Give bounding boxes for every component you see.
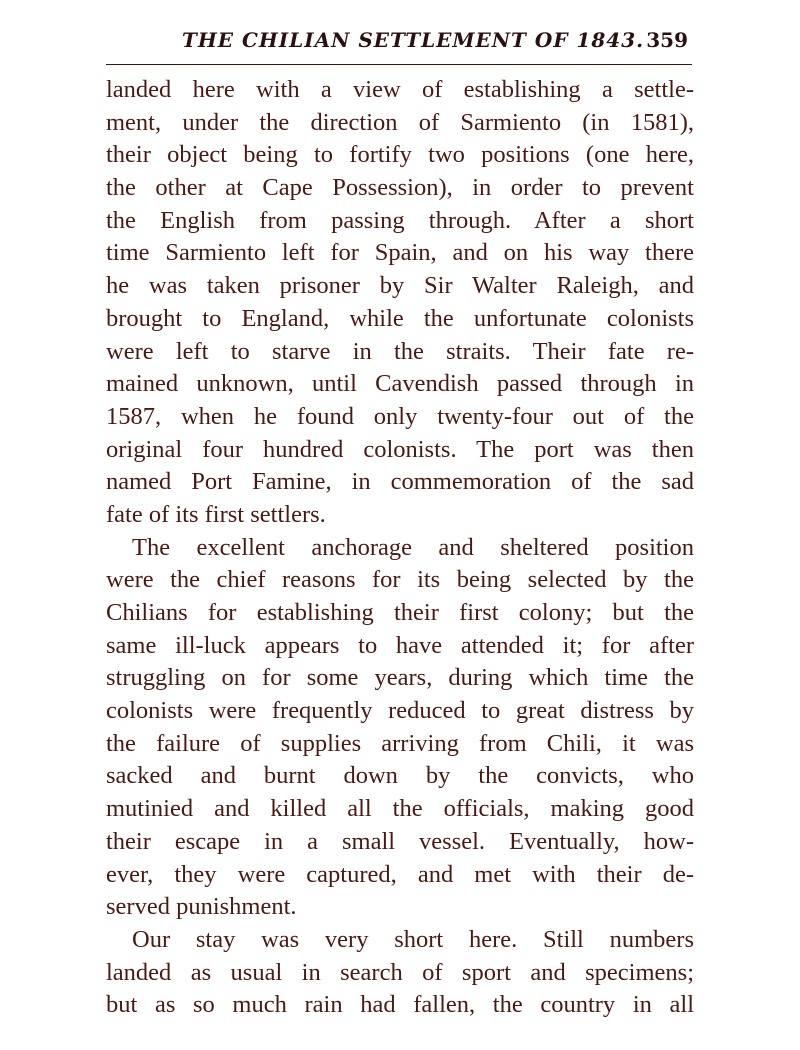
page-header	[106, 28, 696, 58]
text-line: the failure of supplies arriving from Chili, it was	[106, 729, 694, 757]
text-line: their object being to fortify two positions (one here,	[106, 141, 694, 169]
text-line: served punishment.	[106, 893, 297, 921]
text-line: original four hundred colonists. The port was then	[106, 435, 694, 463]
text-line: 1587, when he found only twenty-four out of the	[106, 402, 694, 430]
running-title: THE CHILIAN SETTLEMENT OF 1843.	[182, 28, 645, 52]
text-line: colonists were frequently reduced to great distress by	[106, 697, 694, 725]
text-line: but as so much rain had fallen, the country in all	[106, 991, 694, 1019]
body-text	[106, 74, 694, 1022]
text-line: their escape in a small vessel. Eventually, how-	[106, 827, 694, 855]
text-line: struggling on for some years, during which time the	[106, 664, 694, 692]
text-line: Our stay was very short here. Still numbers	[132, 925, 694, 953]
text-line: landed here with a view of establishing a settle-	[106, 76, 694, 103]
text-line: time Sarmiento left for Spain, and on his way there	[106, 239, 694, 267]
text-line: The excellent anchorage and sheltered position	[132, 533, 694, 561]
header-rule	[106, 64, 692, 65]
text-line: mutinied and killed all the officials, making good	[106, 795, 694, 823]
text-line: fate of its first settlers.	[106, 500, 326, 528]
text-line: ever, they were captured, and met with their de-	[106, 860, 694, 888]
text-line: were left to starve in the straits. Their fate re-	[106, 337, 694, 365]
text-line: sacked and burnt down by the convicts, who	[106, 762, 694, 790]
text-line: brought to England, while the unfortunate colonists	[106, 304, 694, 332]
text-line: the English from passing through. After a short	[106, 206, 694, 234]
text-line: the other at Cape Possession), in order to prevent	[106, 174, 694, 202]
page-number: 359	[646, 28, 688, 52]
text-line: named Port Famine, in commemoration of the sad	[106, 468, 694, 496]
text-line: were the chief reasons for its being selected by the	[106, 566, 694, 594]
text-line: same ill-luck appears to have attended it; for after	[106, 631, 694, 659]
text-line: ment, under the direction of Sarmiento (in 1581),	[106, 108, 694, 136]
text-line: mained unknown, until Cavendish passed through in	[106, 370, 694, 398]
text-line: Chilians for establishing their first colony; but the	[106, 599, 694, 626]
text-line: landed as usual in search of sport and specimens;	[106, 958, 694, 986]
text-line: he was taken prisoner by Sir Walter Raleigh, and	[106, 272, 694, 300]
